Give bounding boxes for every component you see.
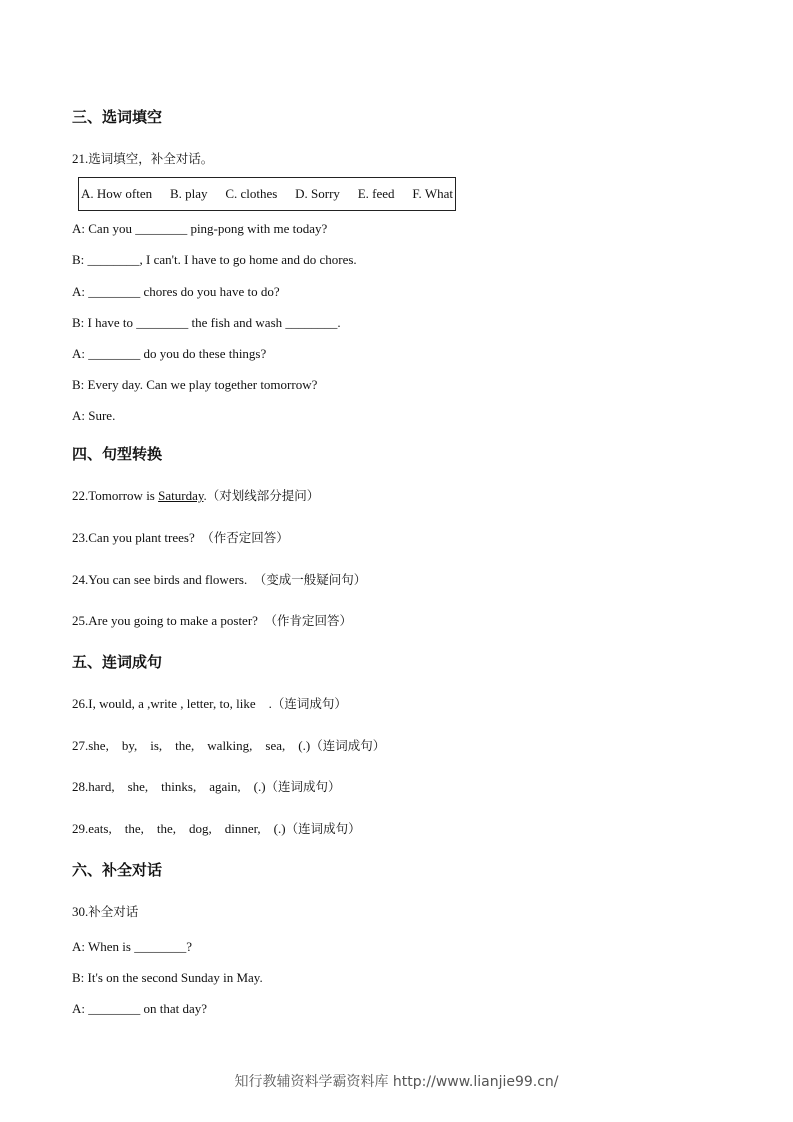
question-27-instruction: （连词成句） xyxy=(310,738,386,753)
dialogue-line: A: Sure. xyxy=(72,408,116,423)
question-21-number: 21. xyxy=(72,151,89,166)
footer-watermark: 知行教辅资料学霸资料库 http://www.lianjie99.cn/ xyxy=(234,1074,559,1090)
option-b: B. play xyxy=(169,186,208,201)
question-24 xyxy=(72,570,366,588)
dialogue-line: A: When is ________? xyxy=(72,939,192,954)
question-29-instruction: （连词成句） xyxy=(285,821,361,836)
dialogue-line: A: ________ do you do these things? xyxy=(72,346,267,361)
dialogue-line: A: ________ chores do you have to do? xyxy=(72,284,280,299)
question-28 xyxy=(72,777,341,795)
question-29 xyxy=(72,819,361,837)
question-30 xyxy=(72,902,138,920)
dialogue-line: A: ________ on that day? xyxy=(72,1001,208,1016)
question-22-period: . xyxy=(203,488,207,503)
question-23-instruction: （作否定回答） xyxy=(201,530,289,545)
question-22 xyxy=(72,486,319,504)
question-21 xyxy=(72,149,213,167)
question-29-text: 29.eats, the, the, dog, dinner, (.) xyxy=(72,821,286,836)
section-3-heading: 三、选词填空 xyxy=(72,108,163,126)
question-25 xyxy=(72,611,352,629)
dialogue-line: B: It's on the second Sunday in May. xyxy=(72,970,263,985)
option-c: C. clothes xyxy=(225,186,278,201)
question-30-number: 30. xyxy=(72,904,89,919)
dialogue-line: A: Can you ________ ping-pong with me today? xyxy=(72,221,328,236)
question-28-text: 28.hard, she, thinks, again, (.) xyxy=(72,779,266,794)
question-26 xyxy=(72,694,347,712)
question-26-text: 26.I, would, a ,write , letter, to, like . xyxy=(72,696,272,711)
question-26-instruction: （连词成句） xyxy=(271,696,347,711)
question-28-instruction: （连词成句） xyxy=(265,779,341,794)
option-a: A. How often xyxy=(81,186,153,201)
section-5-heading: 五、连词成句 xyxy=(72,653,163,671)
question-24-instruction: （变成一般疑问句） xyxy=(253,572,367,587)
question-23 xyxy=(72,528,289,546)
question-22-instruction: （对划线部分提问） xyxy=(206,488,320,503)
question-21-instruction: 选词填空，补全对话。 xyxy=(88,151,214,166)
question-24-text: 24.You can see birds and flowers. xyxy=(72,572,248,587)
question-23-text: 23.Can you plant trees? xyxy=(72,530,195,545)
question-30-instruction: 补全对话 xyxy=(88,904,139,919)
question-27 xyxy=(72,736,385,754)
question-22-underlined-word: Saturday xyxy=(158,488,204,503)
word-options-box xyxy=(78,177,456,211)
section-6-heading: 六、补全对话 xyxy=(72,861,163,879)
section-4-heading: 四、句型转换 xyxy=(72,445,163,463)
question-25-instruction: （作肯定回答） xyxy=(264,613,352,628)
option-e: E. feed xyxy=(357,186,395,201)
option-d: D. Sorry xyxy=(295,186,340,201)
dialogue-line: B: I have to ________ the fish and wash ________. xyxy=(72,315,341,330)
question-25-text: 25.Are you going to make a poster? xyxy=(72,613,258,628)
question-22-text: 22.Tomorrow is xyxy=(72,488,159,503)
option-f: F. What xyxy=(412,186,453,201)
dialogue-line: B: ________, I can't. I have to go home and do chores. xyxy=(72,252,357,267)
question-27-text: 27.she, by, is, the, walking, sea, (.) xyxy=(72,738,311,753)
dialogue-line: B: Every day. Can we play together tomorrow? xyxy=(72,377,318,392)
